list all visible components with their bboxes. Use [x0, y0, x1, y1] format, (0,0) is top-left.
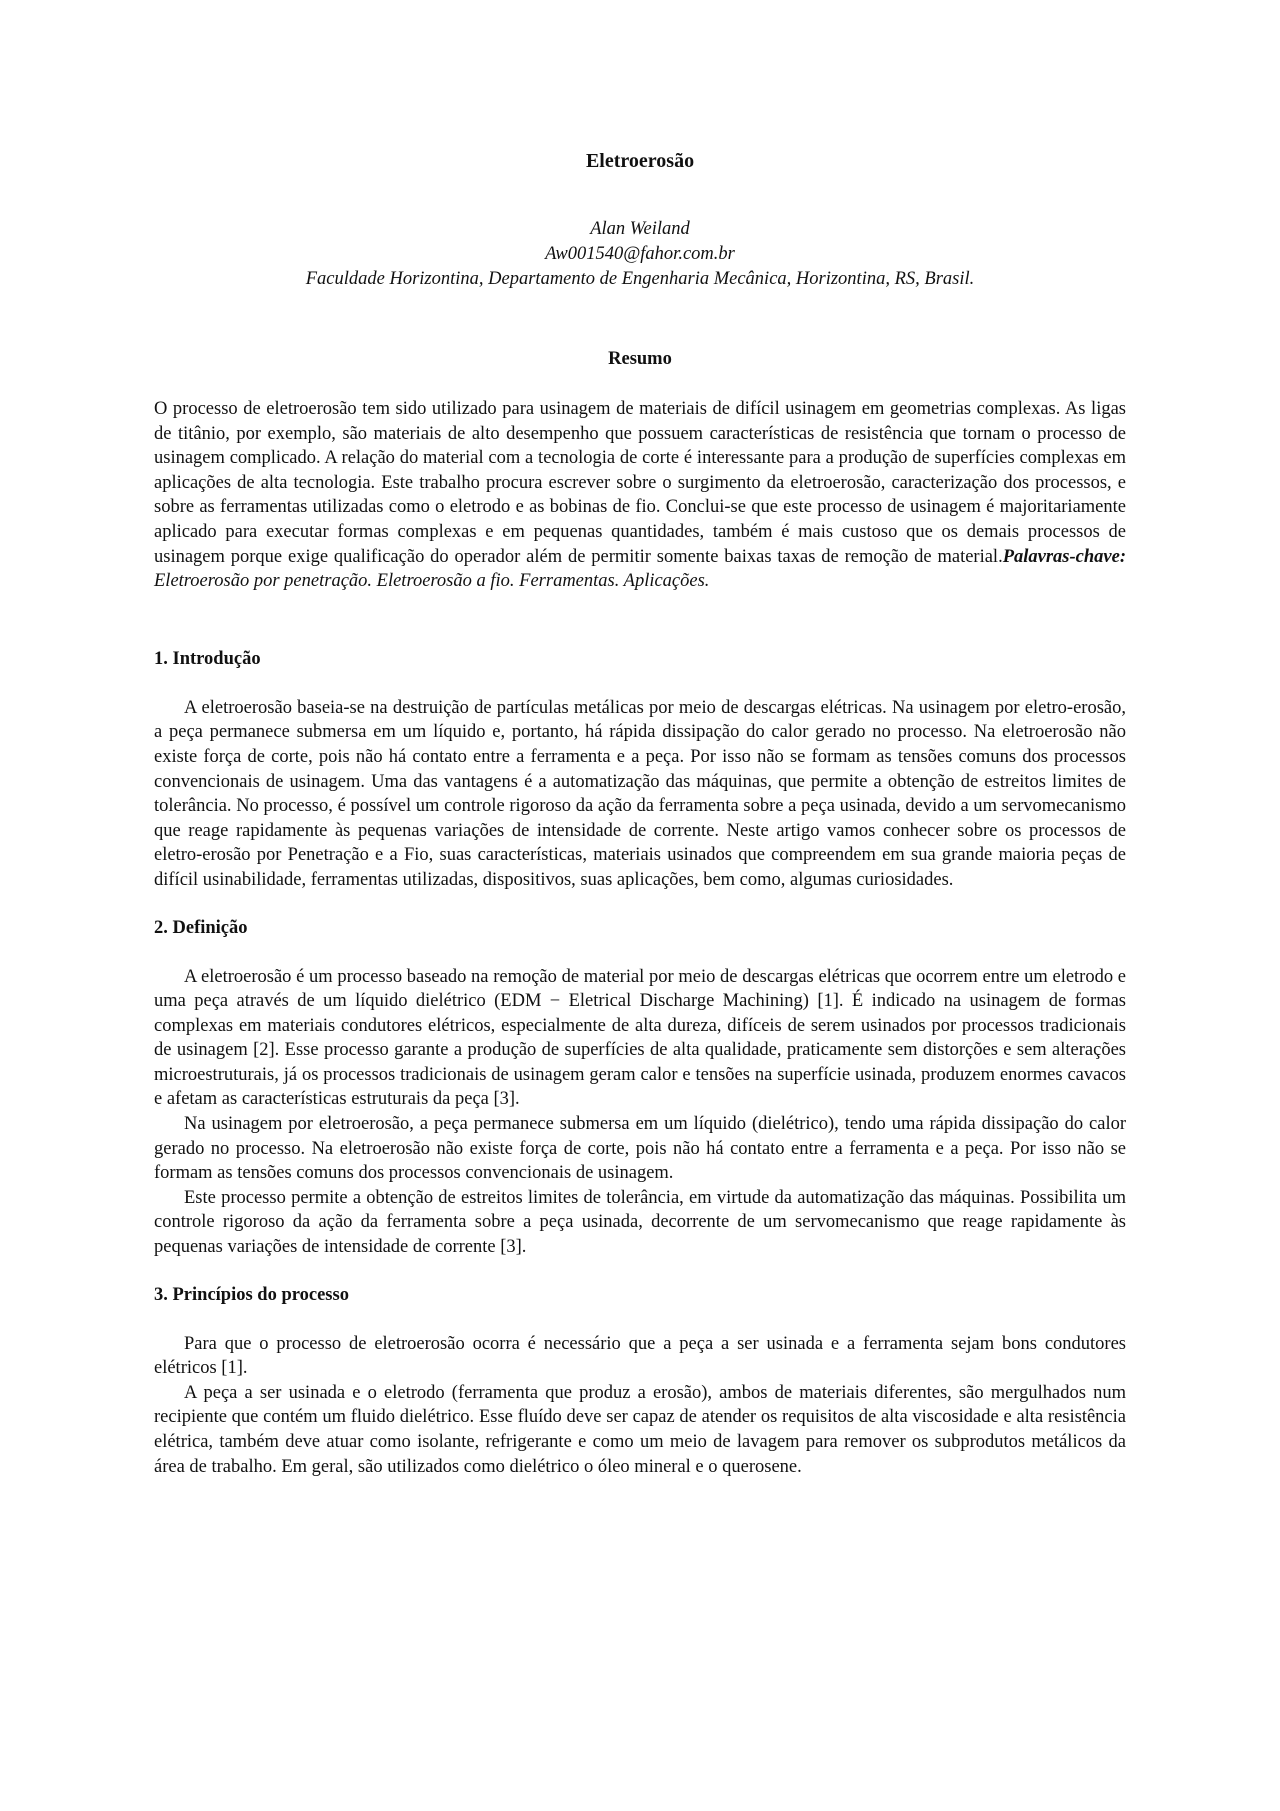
definicao-paragraph-3: Este processo permite a obtenção de estreitos limites de tolerância, em virtude da automatização das máquinas. Possibilita um controle rigoroso da ação da ferramenta sobre a peça usinada, decorrente de um servomecanismo que reage rapidamente às pequenas variações de intensidade de corrente [3].: [154, 1187, 1126, 1258]
abstract-heading: Resumo: [608, 349, 672, 369]
section-heading-principios: 3. Princípios do processo: [154, 1284, 349, 1305]
principios-paragraph-2: A peça a ser usinada e o eletrodo (ferramenta que produz a erosão), ambos de materiais diferentes, são mergulhados num recipiente que contém um fluido dielétrico. Esse fluído deve ser capaz de atender os requisitos de alta viscosidade e alta resistência elétrica, também deve atuar como isolante, refrigerante e como um meio de lavagem para remover os subprodutos metálicos da área de trabalho. Em geral, são utilizados como dielétrico o óleo mineral e o querosene.: [154, 1382, 1126, 1477]
author-affiliation: Faculdade Horizontina, Departamento de Engenharia Mecânica, Horizontina, RS, Brasil.: [305, 269, 975, 289]
abstract-paragraph: [154, 397, 1126, 594]
author-block: [154, 217, 1126, 292]
author-email: Aw001540@fahor.com.br: [545, 244, 735, 264]
keywords-label: Palavras-chave:: [1002, 546, 1126, 567]
section-heading-introducao: 1. Introdução: [154, 648, 261, 669]
paper-title: Eletroerosão: [585, 150, 695, 172]
abstract-text: O processo de eletroerosão tem sido utilizado para usinagem de materiais de difícil usinagem em geometrias complexas. As ligas de titânio, por exemplo, são materiais de alto desempenho que possuem características de resistência que tornam o processo de usinagem complicado. A relação do material com a tecnologia de corte é interessante para a produção de superfícies complexas em aplicações de alta tecnologia. Este trabalho procura escrever sobre o surgimento da eletroerosão, caracterização dos processos, e sobre as ferramentas utilizadas como o eletrodo e as bobinas de fio. Conclui-se que este processo de usinagem é majoritariamente aplicado para executar formas complexas e em pequenas quantidades, também é mais custoso que os demais processos de usinagem porque exige qualificação do operador além de permitir somente baixas taxas de remoção de material.: [154, 399, 1126, 567]
section-heading-definicao: 2. Definição: [154, 917, 248, 938]
principios-paragraph-1: Para que o processo de eletroerosão ocorra é necessário que a peça a ser usinada e a ferramenta sejam bons condutores elétricos [1].: [154, 1333, 1126, 1379]
author-name: Alan Weiland: [590, 219, 690, 239]
keywords-text: Eletroerosão por penetração. Eletroerosão a fio. Ferramentas. Aplicações.: [154, 571, 710, 592]
introducao-paragraph-1: A eletroerosão baseia-se na destruição de partículas metálicas por meio de descargas elétricas. Na usinagem por eletro-erosão, a peça permanece submersa em um líquido e, portanto, há rápida dissipação do calor gerado no processo. Na eletroerosão não existe força de corte, pois não há contato entre a ferramenta e a peça. Por isso não se formam as tensões comuns dos processos convencionais de usinagem. Uma das vantagens é a automatização das máquinas, que permite a obtenção de estreitos limites de tolerância. No processo, é possível um controle rigoroso da ação da ferramenta sobre a peça usinada, devido a um servomecanismo que reage rapidamente às pequenas variações de intensidade de corrente. Neste artigo vamos conhecer sobre os processos de eletro-erosão por Penetração e a Fio, suas características, materiais usinados que compreendem em sua grande maioria peças de difícil usinabilidade, ferramentas utilizadas, dispositivos, suas aplicações, bem como, algumas curiosidades.: [154, 697, 1126, 890]
definicao-paragraph-1: A eletroerosão é um processo baseado na remoção de material por meio de descargas elétricas que ocorrem entre um eletrodo e uma peça através de um líquido dielétrico (EDM − Eletrical Discharge Machining) [1]. É indicado na usinagem de formas complexas em materiais condutores elétricos, especialmente de alta dureza, difíceis de serem usinados por processos tradicionais de usinagem [2]. Esse processo garante a produção de superfícies de alta qualidade, praticamente sem distorções e sem alterações microestruturais, já os processos tradicionais de usinagem geram calor e tensões na superfície usinada, produzem enormes cavacos e afetam as características estruturais da peça [3].: [154, 966, 1126, 1110]
definicao-paragraph-2: Na usinagem por eletroerosão, a peça permanece submersa em um líquido (dielétrico), tendo uma rápida dissipação do calor gerado no processo. Na eletroerosão não existe força de corte, pois não há contato entre a ferramenta e a peça. Por isso não se formam as tensões comuns dos processos convencionais de usinagem.: [154, 1114, 1126, 1184]
